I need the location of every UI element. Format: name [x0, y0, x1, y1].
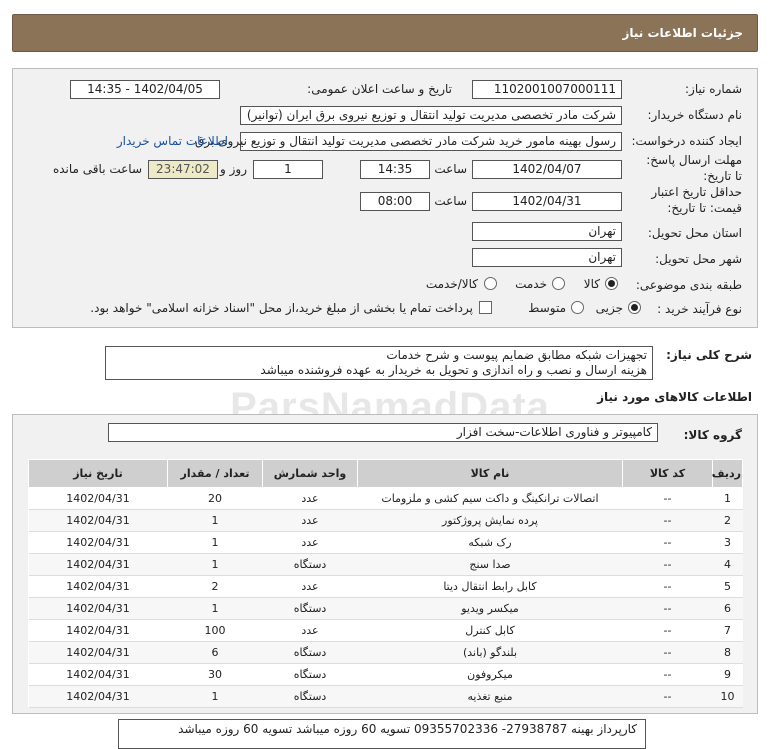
unit-cell: دستگاه	[263, 598, 358, 620]
remaining-label: ساعت باقی مانده	[52, 162, 142, 176]
quantity-cell: 1	[168, 598, 263, 620]
need-date-cell: 1402/04/31	[29, 510, 168, 532]
row-number-cell: 5	[713, 576, 743, 598]
need-date-cell: 1402/04/31	[29, 554, 168, 576]
announce-label: تاریخ و ساعت اعلان عمومی:	[307, 82, 452, 96]
buyer-contact-link[interactable]: اطلاعات تماس خریدار	[116, 134, 228, 148]
unit-cell: عدد	[263, 488, 358, 510]
goods-section-title: اطلاعات کالاهای مورد نیاز	[597, 390, 752, 404]
unit-cell: عدد	[263, 510, 358, 532]
item-code-cell: --	[623, 510, 713, 532]
table-row	[29, 576, 743, 598]
need-date-cell: 1402/04/31	[29, 532, 168, 554]
col-code-header: کد کالا	[623, 460, 713, 488]
table-row	[29, 598, 743, 620]
process-label: نوع فرآیند خرید :	[657, 302, 742, 316]
category-goods-service-label: کالا/خدمت	[425, 277, 478, 291]
item-name-cell: رک شبکه	[358, 532, 623, 554]
reply-time-field: 14:35	[360, 160, 430, 179]
item-name-cell: منبع تغذیه	[358, 686, 623, 708]
process-minor-label: جزیی	[595, 301, 623, 315]
row-number-cell: 7	[713, 620, 743, 642]
row-number-cell: 2	[713, 510, 743, 532]
goods-group-label: گروه کالا:	[683, 428, 742, 442]
days-field: 1	[253, 160, 323, 179]
row-number-cell: 1	[713, 488, 743, 510]
validity-label: حداقل تاریخ اعتبار قیمت: تا تاریخ:	[651, 185, 742, 215]
item-code-cell: --	[623, 488, 713, 510]
category-goods-service-radio[interactable]	[484, 277, 497, 290]
description-line-2: هزینه ارسال و نصب و راه اندازی و تحویل به خریدار به عهده فروشنده میباشد	[260, 363, 647, 377]
need-date-cell: 1402/04/31	[29, 686, 168, 708]
item-name-cell: میکسر ویدیو	[358, 598, 623, 620]
need-date-cell: 1402/04/31	[29, 576, 168, 598]
col-row-header: ردیف	[713, 460, 743, 488]
col-date-header: تاریخ نیاز	[29, 460, 168, 488]
unit-cell: دستگاه	[263, 664, 358, 686]
treasury-payment-checkbox[interactable]	[479, 301, 492, 314]
province-label: استان محل تحویل:	[647, 226, 742, 240]
item-name-cell: کابل رابط انتقال دیتا	[358, 576, 623, 598]
goods-table	[28, 459, 743, 708]
buyer-org-label: نام دستگاه خریدار:	[647, 108, 742, 122]
table-row	[29, 510, 743, 532]
quantity-cell: 1	[168, 510, 263, 532]
notes-box: کارپرداز بهینه 27938787- 09355702336 تسویه 60 روزه میباشد تسویه 60 روزه میباشد	[118, 719, 646, 749]
item-code-cell: --	[623, 532, 713, 554]
need-date-cell: 1402/04/31	[29, 598, 168, 620]
treasury-payment-label: پرداخت تمام یا بخشی از مبلغ خرید،از محل "اسناد خزانه اسلامی" خواهد بود.	[90, 301, 473, 315]
validity-time-label: ساعت	[434, 194, 467, 208]
need-number-label: شماره نیاز:	[685, 82, 742, 96]
quantity-cell: 2	[168, 576, 263, 598]
table-row	[29, 532, 743, 554]
unit-cell: دستگاه	[263, 642, 358, 664]
item-code-cell: --	[623, 686, 713, 708]
item-code-cell: --	[623, 598, 713, 620]
item-code-cell: --	[623, 664, 713, 686]
table-row	[29, 642, 743, 664]
unit-cell: دستگاه	[263, 686, 358, 708]
item-name-cell: پرده نمایش پروژکتور	[358, 510, 623, 532]
quantity-cell: 1	[168, 532, 263, 554]
table-row	[29, 488, 743, 510]
col-unit-header: واحد شمارش	[263, 460, 358, 488]
validity-time-field: 08:00	[360, 192, 430, 211]
row-number-cell: 9	[713, 664, 743, 686]
category-service-radio[interactable]	[552, 277, 565, 290]
item-name-cell: کابل کنترل	[358, 620, 623, 642]
quantity-cell: 6	[168, 642, 263, 664]
quantity-cell: 1	[168, 686, 263, 708]
item-name-cell: میکروفون	[358, 664, 623, 686]
row-number-cell: 3	[713, 532, 743, 554]
item-name-cell: بلندگو (باند)	[358, 642, 623, 664]
need-number-field: 1102001007000111	[472, 80, 622, 99]
row-number-cell: 4	[713, 554, 743, 576]
buyer-org-field: شرکت مادر تخصصی مدیریت تولید انتقال و توزیع نیروی برق ایران (توانیر)	[240, 106, 622, 125]
need-date-cell: 1402/04/31	[29, 642, 168, 664]
need-date-cell: 1402/04/31	[29, 620, 168, 642]
table-row	[29, 620, 743, 642]
category-service-label: خدمت	[515, 277, 547, 291]
col-name-header: نام کالا	[358, 460, 623, 488]
reply-deadline-label: مهلت ارسال پاسخ: تا تاریخ:	[646, 153, 742, 183]
process-medium-radio[interactable]	[571, 301, 584, 314]
row-number-cell: 8	[713, 642, 743, 664]
unit-cell: دستگاه	[263, 554, 358, 576]
requester-field: رسول بهینه مامور خرید شرکت مادر تخصصی مدیریت تولید انتقال و توزیع نیروی برق	[240, 132, 622, 151]
quantity-cell: 30	[168, 664, 263, 686]
page-title: جزئیات اطلاعات نیاز	[622, 26, 743, 40]
watermark: ParsNamadData	[230, 385, 550, 429]
days-label: روز و	[220, 162, 247, 176]
item-code-cell: --	[623, 554, 713, 576]
unit-cell: عدد	[263, 576, 358, 598]
quantity-cell: 1	[168, 554, 263, 576]
row-number-cell: 10	[713, 686, 743, 708]
item-code-cell: --	[623, 576, 713, 598]
row-number-cell: 6	[713, 598, 743, 620]
item-code-cell: --	[623, 642, 713, 664]
remaining-time-field: 23:47:02	[148, 160, 218, 179]
table-row	[29, 686, 743, 708]
goods-group-field: کامپیوتر و فناوری اطلاعات-سخت افزار	[108, 423, 658, 442]
item-name-cell: اتصالات ترانکینگ و داکت سیم کشی و ملزومات	[358, 488, 623, 510]
process-medium-label: متوسط	[528, 301, 566, 315]
unit-cell: عدد	[263, 620, 358, 642]
description-box	[105, 346, 653, 380]
unit-cell: عدد	[263, 532, 358, 554]
item-code-cell: --	[623, 620, 713, 642]
reply-date-field: 1402/04/07	[472, 160, 622, 179]
table-row	[29, 664, 743, 686]
requester-label: ایجاد کننده درخواست:	[631, 134, 742, 148]
quantity-cell: 100	[168, 620, 263, 642]
description-label: شرح کلی نیاز:	[666, 348, 752, 362]
city-label: شهر محل تحویل:	[655, 252, 742, 266]
city-field: تهران	[472, 248, 622, 267]
description-line-1: تجهیزات شبکه مطابق ضمایم پیوست و شرح خدمات	[386, 348, 647, 362]
category-goods-label: کالا	[583, 277, 600, 291]
quantity-cell: 20	[168, 488, 263, 510]
item-name-cell: صدا سنج	[358, 554, 623, 576]
col-qty-header: تعداد / مقدار	[168, 460, 263, 488]
category-label: طبقه بندی موضوعی:	[635, 278, 742, 292]
province-field: تهران	[472, 222, 622, 241]
page-header	[12, 14, 758, 52]
category-goods-radio[interactable]	[605, 277, 618, 290]
goods-table-header	[29, 460, 743, 488]
announce-field: 1402/04/05 - 14:35	[70, 80, 220, 99]
process-minor-radio[interactable]	[628, 301, 641, 314]
need-date-cell: 1402/04/31	[29, 664, 168, 686]
reply-time-label: ساعت	[434, 162, 467, 176]
validity-date-field: 1402/04/31	[472, 192, 622, 211]
table-row	[29, 554, 743, 576]
need-date-cell: 1402/04/31	[29, 488, 168, 510]
